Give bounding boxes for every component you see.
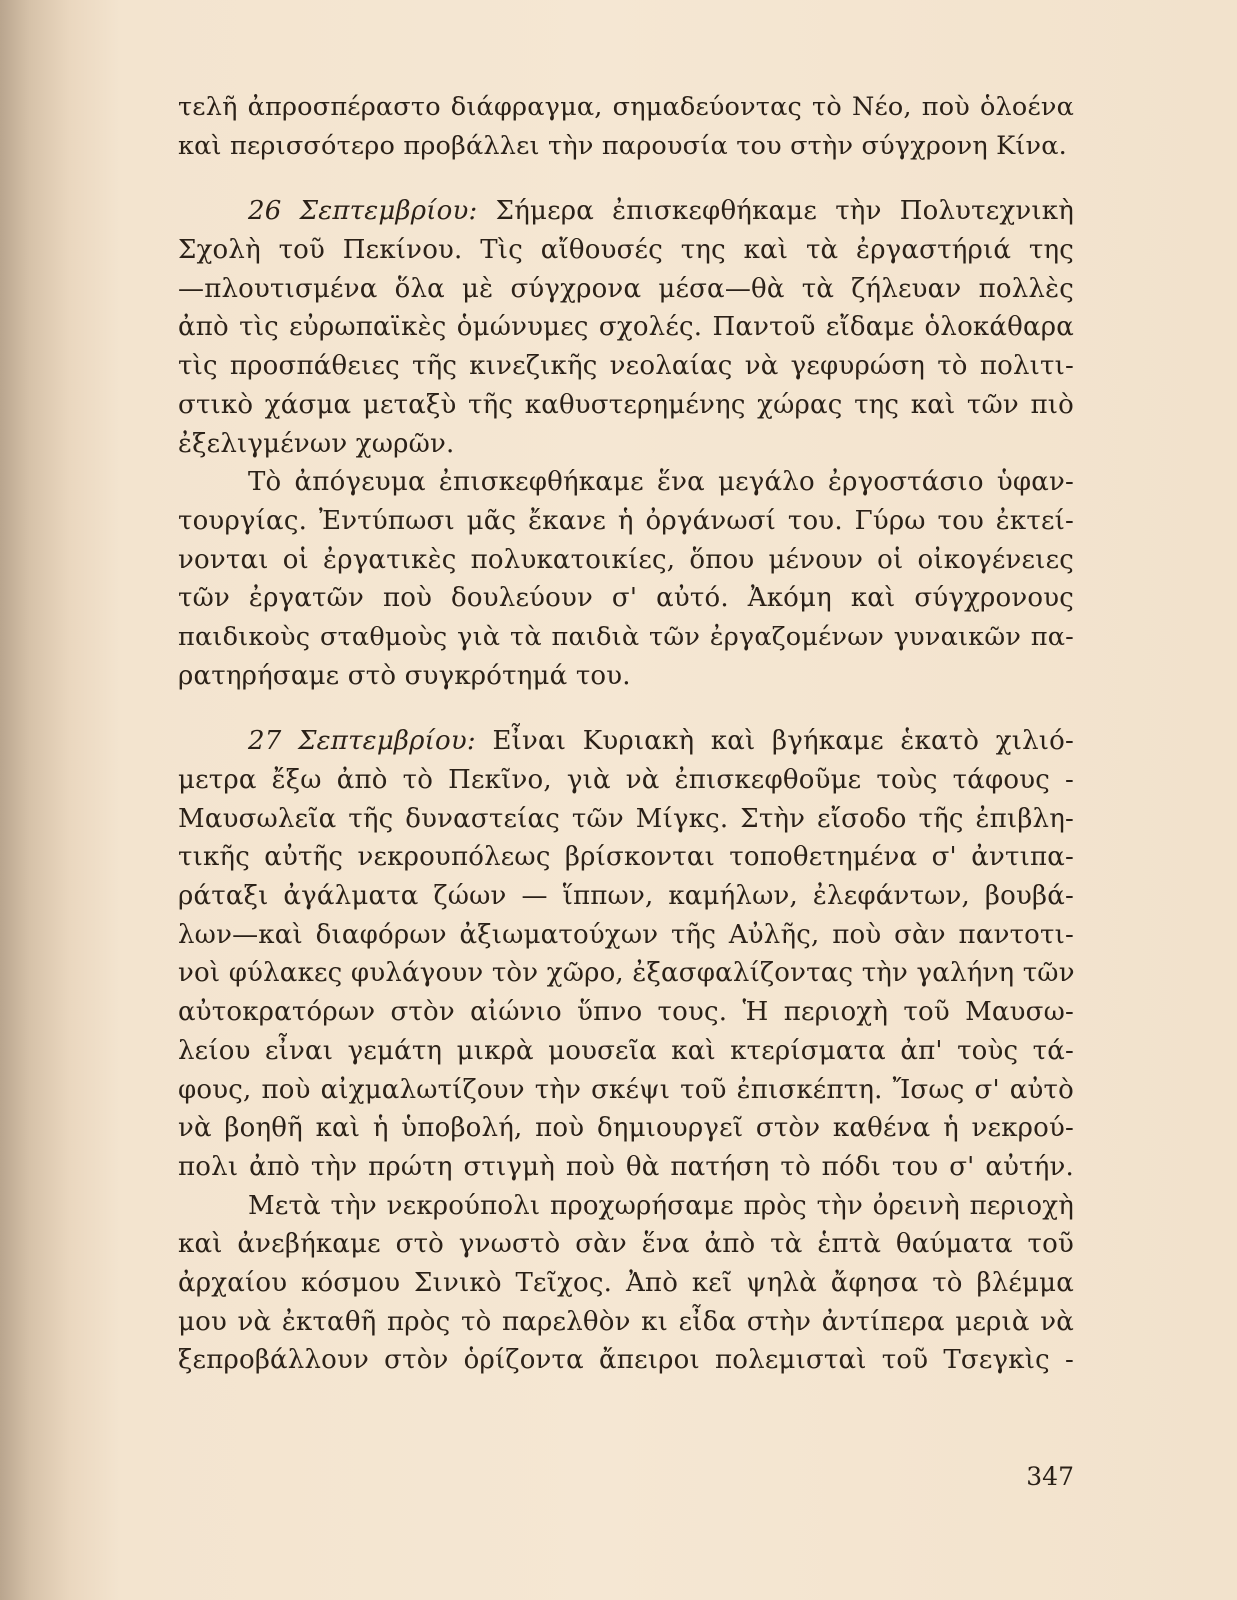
text-line: μου νὰ ἐκταθῆ πρὸς τὸ παρελθὸν κι εἶδα στὴν ἀντίπερα μεριὰ νὰ	[178, 1306, 1074, 1337]
text-line: 27 Σεπτεμβρίου: Εἶναι Κυριακὴ καὶ βγήκαμε ἑκατὸ χιλιό-	[248, 726, 1074, 757]
text-line: παιδικοὺς σταθμοὺς γιὰ τὰ παιδιὰ τῶν ἐργαζομένων γυναικῶν πα-	[178, 621, 1074, 652]
text-line: ἐξελιγμένων χωρῶν.	[178, 428, 455, 459]
text-line: τὶς προσπάθειες τῆς κινεζικῆς νεολαίας νὰ γεφυρώση τὸ πολιτι-	[178, 351, 1074, 382]
text-line: Μαυσωλεῖα τῆς δυναστείας τῶν Μίγκς. Στὴν εἴσοδο τῆς ἐπιβλη-	[178, 803, 1074, 834]
date-heading: 26 Σεπτεμβρίου:	[248, 196, 478, 227]
text-line: Μετὰ τὴν νεκρούπολι προχωρήσαμε πρὸς τὴν ὀρεινὴ περιοχὴ	[248, 1190, 1074, 1221]
text-line: νοὶ φύλακες φυλάγουν τὸν χῶρο, ἐξασφαλίζοντας τὴν γαλήνη τῶν	[178, 958, 1075, 989]
body-text	[178, 88, 1074, 1380]
page-number: 347	[1026, 1462, 1074, 1491]
text-line: ἀρχαίου κόσμου Σινικὸ Τεῖχος. Ἀπὸ κεῖ ψηλὰ ἄφησα τὸ βλέμμα	[178, 1267, 1074, 1298]
text-line: φους, ποὺ αἰχμαλωτίζουν τὴν σκέψι τοῦ ἐπισκέπτη. Ἴσως σ' αὐτὸ	[178, 1074, 1074, 1105]
text-line: τῶν ἐργατῶν ποὺ δουλεύουν σ' αὐτό. Ἀκόμη καὶ σύγχρονους	[178, 583, 1074, 614]
text-line: λείου εἶναι γεμάτη μικρὰ μουσεῖα καὶ κτερίσματα ἀπ' τοὺς τά-	[178, 1035, 1074, 1066]
text-line: Τὸ ἀπόγευμα ἐπισκεφθήκαμε ἕνα μεγάλο ἐργοστάσιο ὑφαν-	[248, 467, 1074, 498]
text-line: νὰ βοηθῆ καὶ ἡ ὑποβολή, ποὺ δημιουργεῖ στὸν καθένα ἡ νεκρού-	[178, 1113, 1074, 1144]
text-line: ἀπὸ τὶς εὐρωπαϊκὲς ὁμώνυμες σχολές. Παντοῦ εἴδαμε ὁλοκάθαρα	[178, 312, 1074, 343]
text-line: τικῆς αὐτῆς νεκρουπόλεως βρίσκονται τοποθετημένα σ' ἀντιπα-	[178, 842, 1074, 873]
text-line: ρατηρήσαμε στὸ συγκρότημά του.	[178, 660, 631, 691]
text-line: ξεπροβάλλουν στὸν ὁρίζοντα ἄπειροι πολεμισταὶ τοῦ Τσεγκὶς -	[178, 1345, 1074, 1376]
text-line: ράταξι ἀγάλματα ζώων — ἵππων, καμήλων, ἐλεφάντων, βουβά-	[178, 881, 1074, 912]
text-line: —πλουτισμένα ὅλα μὲ σύγχρονα μέσα—θὰ τὰ ζήλευαν πολλὲς	[178, 273, 1074, 304]
date-heading: 27 Σεπτεμβρίου:	[248, 726, 476, 757]
text-line: πολι ἀπὸ τὴν πρώτη στιγμὴ ποὺ θὰ πατήση τὸ πόδι του σ' αὐτήν.	[178, 1151, 1074, 1182]
text-line: μετρα ἔξω ἀπὸ τὸ Πεκῖνο, γιὰ νὰ ἐπισκεφθοῦμε τοὺς τάφους -	[178, 765, 1074, 795]
text-line: καὶ ἀνεβήκαμε στὸ γνωστὸ σὰν ἕνα ἀπὸ τὰ ἑπτὰ θαύματα τοῦ	[178, 1229, 1074, 1260]
text-line: στικὸ χάσμα μεταξὺ τῆς καθυστερημένης χώρας της καὶ τῶν πιὸ	[178, 389, 1074, 420]
text-line: τελῆ ἀπροσπέραστο διάφραγμα, σημαδεύοντας τὸ Νέο, ποὺ ὁλοένα	[178, 92, 1074, 122]
text-line: νονται οἱ ἐργατικὲς πολυκατοικίες, ὅπου μένουν οἱ οἰκογένειες	[178, 544, 1074, 575]
text-line: αὐτοκρατόρων στὸν αἰώνιο ὕπνο τους. Ἡ περιοχὴ τοῦ Μαυσω-	[178, 997, 1074, 1028]
text-line: 26 Σεπτεμβρίου: Σήμερα ἐπισκεφθήκαμε τὴν Πολυτεχνικὴ	[248, 196, 1074, 227]
text-line: Σχολὴ τοῦ Πεκίνου. Τὶς αἴθουσές της καὶ τὰ ἐργαστήριά της	[178, 235, 1074, 266]
text-line: λων—καὶ διαφόρων ἀξιωματούχων τῆς Αὐλῆς, ποὺ σὰν παντοτι-	[178, 919, 1074, 950]
text-line: καὶ περισσότερο προβάλλει τὴν παρουσία του στὴν σύγχρονη Κίνα.	[178, 130, 1067, 161]
text-line: τουργίας. Ἐντύπωσι μᾶς ἔκανε ἡ ὀργάνωσί του. Γύρω του ἐκτεί-	[178, 505, 1074, 536]
